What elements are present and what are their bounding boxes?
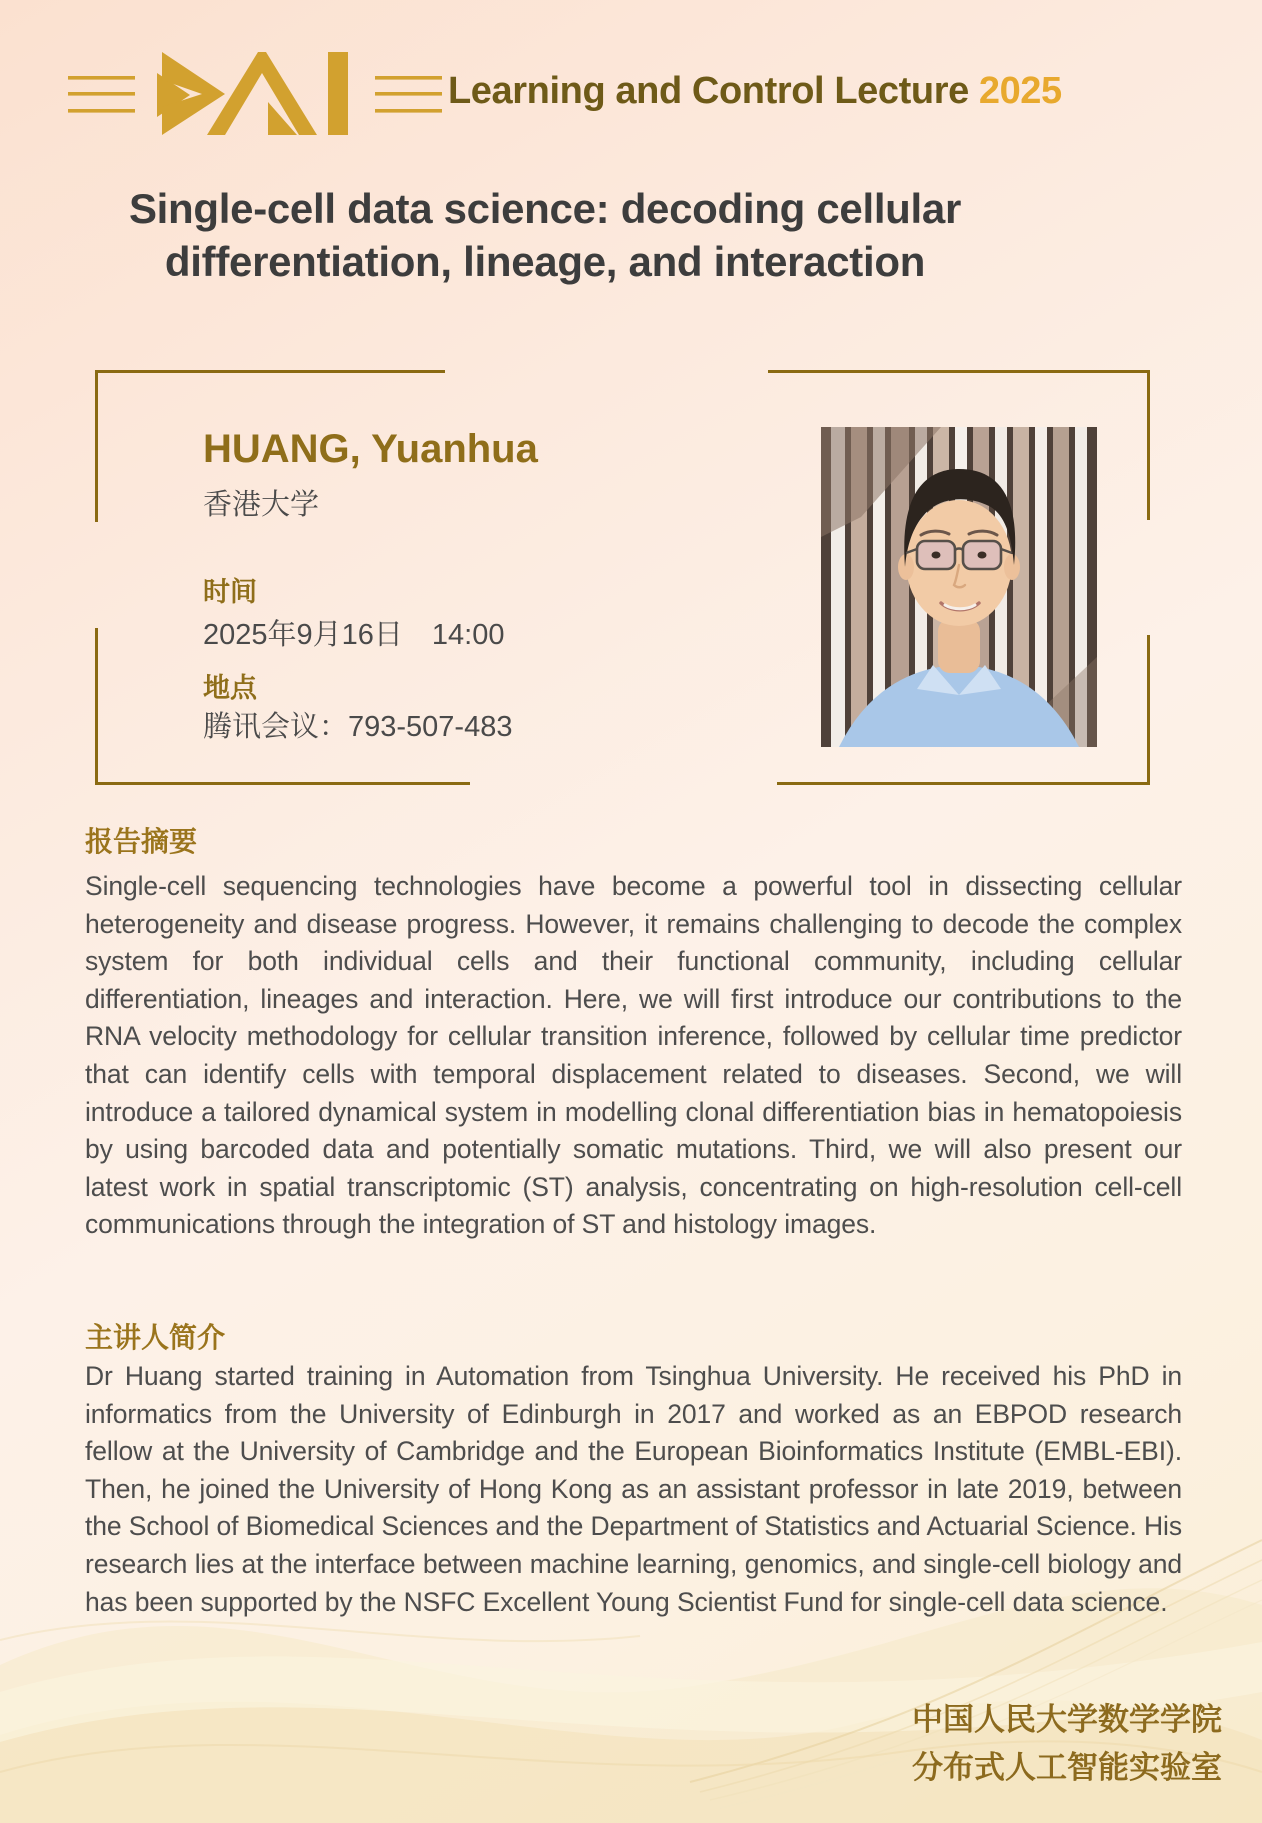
speaker-photo bbox=[821, 427, 1097, 747]
speaker-affiliation: 香港大学 bbox=[203, 489, 320, 521]
lecture-title-line2: differentiation, lineage, and interaction bbox=[164, 238, 926, 285]
frame-top-right bbox=[768, 370, 1150, 373]
bio-body: Dr Huang started training in Automation from Tsinghua University. He received his PhD in informatics from the University of Edinburgh in 2017 and worked as an EBPOD research fellow at the University of Cambridge and the European Bioinformatics Institute (EMBL-EBI). Then, he joined the University of Hong Kong as an assistant professor in late 2019, between the School of Biomedical Sciences and the Department of Statistics and Actuarial Science. His research lies at the interface between machine learning, genomics, and single-cell biology and has been supported by the NSFC Excellent Young Scientist Fund for single-cell data science. bbox=[85, 1361, 1182, 1617]
speaker-name: HUANG, Yuanhua bbox=[203, 427, 538, 471]
series-title-text: Learning and Control Lecture bbox=[448, 70, 969, 112]
series-year: 2025 bbox=[978, 70, 1062, 112]
organizer-footer bbox=[912, 1696, 1222, 1792]
organizer-line2: 分布式人工智能实验室 bbox=[912, 1750, 1222, 1785]
time-value: 2025年9月16日 14:00 bbox=[203, 619, 505, 651]
location-label: 地点 bbox=[203, 673, 257, 703]
frame-bottom-right bbox=[777, 782, 1150, 785]
bio-heading: 主讲人简介 bbox=[85, 1322, 226, 1353]
dai-logo bbox=[55, 40, 455, 155]
frame-left-upper bbox=[95, 370, 98, 522]
time-label: 时间 bbox=[203, 577, 257, 607]
frame-top-left bbox=[95, 370, 445, 373]
logo-letter-i bbox=[328, 52, 348, 135]
frame-bottom-left bbox=[95, 782, 470, 785]
lecture-title bbox=[45, 182, 1045, 288]
abstract-body: Single-cell sequencing technologies have become a powerful tool in dissecting cellular heterogeneity and disease progress. However, it remains challenging to decode the complex system for both individual cells and their functional community, including cellular differentiation, lineages and interaction. Here, we will first introduce our contributions to the RNA velocity methodology for cellular transition inference, followed by cellular time predictor that can identify cells with temporal displacement related to diseases. Second, we will introduce a tailored dynamical system in modelling clonal differentiation bias in hematopoiesis by using barcoded data and potentially somatic mutations. Third, we will also present our latest work in spatial transcriptomic (ST) analysis, concentrating on high-resolution cell-cell communications through the integration of ST and histology images. bbox=[85, 871, 1182, 1240]
organizer-line1: 中国人民大学数学学院 bbox=[912, 1702, 1222, 1737]
lecture-title-line1: Single-cell data science: decoding cellular bbox=[128, 185, 962, 232]
series-title bbox=[448, 70, 1062, 113]
logo-speed-lines-left bbox=[68, 76, 135, 80]
logo-speed-lines-right bbox=[375, 76, 442, 80]
frame-right-lower bbox=[1147, 635, 1150, 785]
location-value: 腾讯会议：793-507-483 bbox=[203, 711, 513, 743]
abstract-heading: 报告摘要 bbox=[85, 826, 198, 857]
frame-left-lower bbox=[95, 628, 98, 785]
frame-right-upper bbox=[1147, 370, 1150, 520]
